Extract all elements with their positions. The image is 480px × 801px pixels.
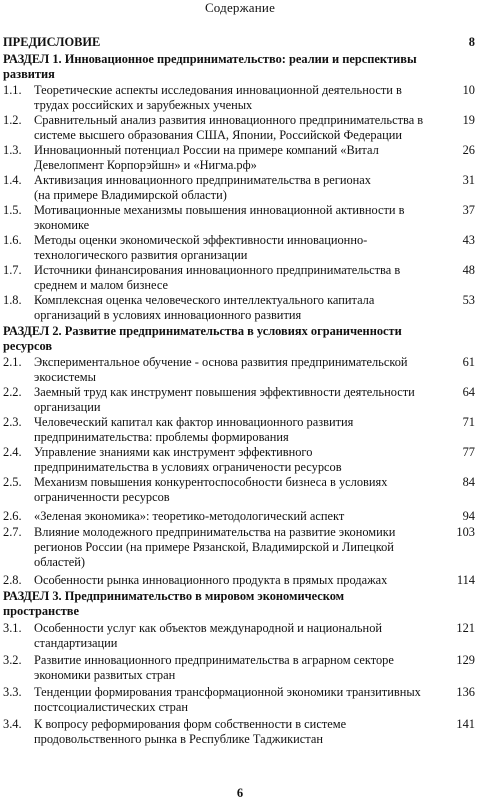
toc-item-2-6: 2.6. «Зеленая экономика»: теоретико-методологический аспект 94 <box>3 509 475 523</box>
toc-item-1-4-cont: (на примере Владимирской области) <box>34 188 227 202</box>
toc-item-1-6: 1.6. Методы оценки экономической эффективности инновационно- 43 <box>3 233 475 247</box>
toc-preface <box>3 34 475 50</box>
section-2-heading: РАЗДЕЛ 2. Развитие предпринимательства в условиях ограниченности <box>3 324 402 338</box>
section-1-heading: РАЗДЕЛ 1. Инновационное предпринимательство: реалии и перспективы <box>3 52 417 66</box>
toc-item-2-2-cont: организации <box>34 400 101 414</box>
toc-item-1-8-cont: организаций в условиях инновационного развития <box>34 308 302 322</box>
toc-item-2-7-cont2: областей) <box>34 555 86 569</box>
toc-item-2-1-cont: экосистемы <box>34 370 96 384</box>
preface-label: ПРЕДИСЛОВИЕ <box>3 35 101 49</box>
toc-item-1-7: 1.7. Источники финансирования инновационного предпринимательства в 48 <box>3 263 475 277</box>
page-number: 6 <box>236 786 244 800</box>
toc-item-3-3-cont: постсоциалистических стран <box>34 700 189 714</box>
toc-item-2-2: 2.2. Заемный труд как инструмент повышения эффективности деятельности 64 <box>3 385 475 399</box>
toc-item-1-4: 1.4. Активизация инновационного предпринимательства в регионах 31 <box>3 173 475 187</box>
toc-item-1-5: 1.5. Мотивационные механизмы повышения инновационной активности в 37 <box>3 203 475 217</box>
toc-item-3-1: 3.1. Особенности услуг как объектов международной и национальной 121 <box>3 621 475 635</box>
toc-item-3-3: 3.3. Тенденции формирования трансформационной экономики транзитивных 136 <box>3 685 475 699</box>
section-1-heading-cont: развития <box>3 67 55 81</box>
toc-item-3-4: 3.4. К вопросу реформирования форм собственности в системе 141 <box>3 717 475 731</box>
toc-item-2-7: 2.7. Влияние молодежного предпринимательства на развитие экономики 103 <box>3 525 475 539</box>
toc-item-2-5: 2.5. Механизм повышения конкурентоспособности бизнеса в условиях 84 <box>3 475 475 489</box>
toc-item-1-2-cont: системе высшего образования США, Японии, Российской Федерации <box>34 128 402 142</box>
toc-item-1-6-cont: технологического развития организации <box>34 248 248 262</box>
toc-item-3-1-cont: стандартизации <box>34 636 118 650</box>
toc-item-1-3: 1.3. Инновационный потенциал России на примере компаний «Витал 26 <box>3 143 475 157</box>
section-3-heading: РАЗДЕЛ 3. Предпринимательство в мировом экономическом <box>3 589 345 603</box>
toc-item-1-1-cont: трудах российских и зарубежных ученых <box>34 98 253 112</box>
toc-item-2-4-cont: предпринимательства в условиях ограничености ресурсов <box>34 460 342 474</box>
toc-item-2-8: 2.8. Особенности рынка инновационного продукта в прямых продажах 114 <box>3 573 475 587</box>
toc-item-3-2: 3.2. Развитие инновационного предпринимательства в аграрном секторе 129 <box>3 653 475 667</box>
section-3-heading-cont: пространстве <box>3 604 79 618</box>
toc-item-2-4: 2.4. Управление знаниями как инструмент эффективного 77 <box>3 445 475 459</box>
page-title: Содержание <box>204 0 276 15</box>
toc-item-3-4-cont: продовольственного рынка в Республике Таджикистан <box>34 732 323 746</box>
toc-item-2-7-cont: регионов России (на примере Рязанской, Владимирской и Липецкой <box>34 540 394 554</box>
toc-item-2-3: 2.3. Человеческий капитал как фактор инновационного развития 71 <box>3 415 475 429</box>
section-2-heading-cont: ресурсов <box>3 339 53 353</box>
toc-item-2-3-cont: предпринимательства: проблемы формирования <box>34 430 289 444</box>
toc-item-2-1: 2.1. Экспериментальное обучение - основа развития предпринимательской 61 <box>3 355 475 369</box>
toc-item-3-2-cont: экономики развитых стран <box>34 668 176 682</box>
preface-page: 8 <box>468 35 475 49</box>
toc-item-1-2: 1.2. Сравнительный анализ развития инновационного предпринимательства в 19 <box>3 113 475 127</box>
toc-item-1-5-cont: экономике <box>34 218 90 232</box>
toc-item-2-5-cont: ограниченности ресурсов <box>34 490 170 504</box>
toc-item-1-1: 1.1. Теоретические аспекты исследования инновационной деятельности в 10 <box>3 83 475 97</box>
toc-item-1-7-cont: среднем и малом бизнесе <box>34 278 168 292</box>
toc-item-1-8: 1.8. Комплексная оценка человеческого интеллектуального капитала 53 <box>3 293 475 307</box>
toc-item-1-3-cont: Девелопмент Корпорэйшн» и «Нигма.рф» <box>34 158 257 172</box>
